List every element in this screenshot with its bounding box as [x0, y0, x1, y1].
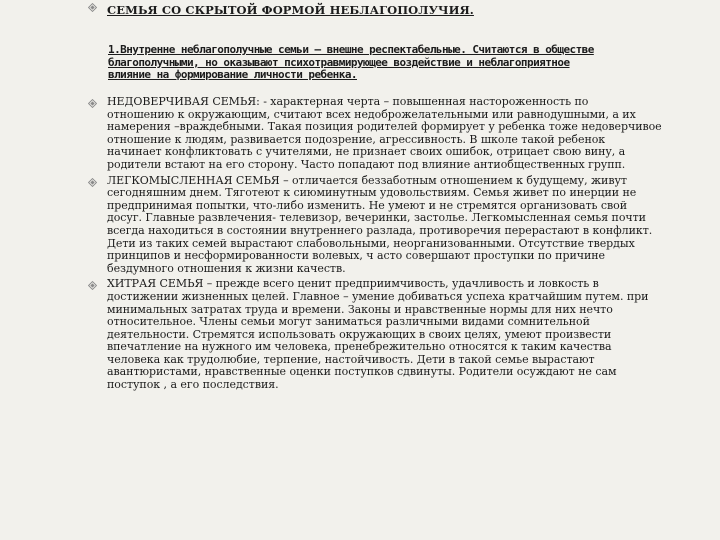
- text-line: ЛЕГКОМЫСЛЕННАЯ СЕМЬЯ – отличается беззаботным отношением к будущему, живут: [107, 173, 627, 187]
- subtitle-line: влияние на формирование личности ребенка.: [108, 68, 357, 81]
- text-line: поступок , а его последствия.: [107, 378, 279, 392]
- text-line: сегодняшним днем. Тяготеют к сиюминутным удовольствиям. Семья живет по инерции не: [107, 186, 637, 200]
- hollow-diamond-bullet-icon: [88, 99, 97, 108]
- text-line: досуг. Главные развлечения- телевизор, вечеринки, застолье. Легкомысленная семья почти: [107, 211, 646, 225]
- hollow-diamond-bullet-icon: [88, 3, 97, 12]
- bullet-list: [88, 96, 716, 392]
- text-line: Дети из таких семей вырастают слабовольными, неорганизованными. Отсутствие твердых: [107, 236, 635, 250]
- subtitle-line: благополучными, но оказывают психотравмирующее воздействие и неблагоприятное: [108, 55, 570, 69]
- text-line: относительное. Члены семьи могут заниматься различными видами сомнительной: [107, 315, 590, 329]
- text-line: достижении жизненных целей. Главное – умение добиваться успеха кратчайшим путем. при: [107, 289, 649, 303]
- text-line: впечатление на нужного им человека, пренебрежительно относятся к таким качества: [107, 340, 612, 354]
- text-line: намерения –враждебными. Такая позиция родителей формирует у ребенка тоже недоверчивое: [107, 120, 662, 134]
- title-row: [88, 3, 474, 18]
- text-line: отношению к окружающим, считают всех недоброжелательными или равнодушными, а их: [107, 107, 636, 121]
- text-line: деятельности. Стремятся использовать окружающих в своих целях, умеют произвести: [107, 327, 612, 341]
- text-line: ХИТРАЯ СЕМЬЯ – прежде всего ценит предприимчивость, удачливость и ловкость в: [107, 277, 599, 291]
- text-line: авантюристами, нравственные оценки поступков сдвинуты. Родители осуждают не сам: [107, 365, 617, 379]
- hollow-diamond-bullet-icon: [88, 178, 97, 187]
- text-line: начинает конфликтовать с учителями, не признает своих ошибок, отрицает свою вину, а: [107, 145, 626, 159]
- text-line: всегда находиться в состоянии внутреннего разлада, противоречия перерастают в конфликт.: [107, 223, 653, 237]
- subtitle: [108, 44, 718, 82]
- list-item-text: [107, 96, 662, 172]
- list-item: [88, 96, 716, 172]
- page-title: СЕМЬЯ СО СКРЫТОЙ ФОРМОЙ НЕБЛАГОПОЛУЧИЯ.: [107, 3, 474, 17]
- text-line: принципов и несформированности волевых, ч асто совершают проступки по причине: [107, 249, 605, 263]
- text-line: родители встают на его сторону. Часто попадают под влияние антиобщественных групп.: [107, 157, 626, 171]
- text-line: минимальных затратах труда и времени. Законы и нравственные нормы для них нечто: [107, 302, 613, 316]
- list-item: [88, 175, 716, 276]
- list-item: [88, 278, 716, 391]
- list-item-text: [107, 278, 648, 391]
- text-line: бездумного отношения к жизни качеств.: [107, 261, 346, 275]
- text-line: отношение к людям, развивается подозрение, агрессивность. В школе такой ребенок: [107, 132, 606, 146]
- text-line: НЕДОВЕРЧИВАЯ СЕМЬЯ: - характерная черта – повышенная настороженность по: [107, 95, 589, 108]
- hollow-diamond-bullet-icon: [88, 281, 97, 290]
- text-line: предпринимая попытки, что-либо изменить. Не умеют и не стремятся организовать свой: [107, 198, 628, 212]
- list-item-text: [107, 175, 652, 276]
- subtitle-line: 1.Внутренне неблагополучные семьи – внешне респектабельные. Считаются в обществе: [108, 43, 594, 56]
- text-line: человека как трудолюбие, терпение, настойчивость. Дети в такой семье вырастают: [107, 352, 595, 366]
